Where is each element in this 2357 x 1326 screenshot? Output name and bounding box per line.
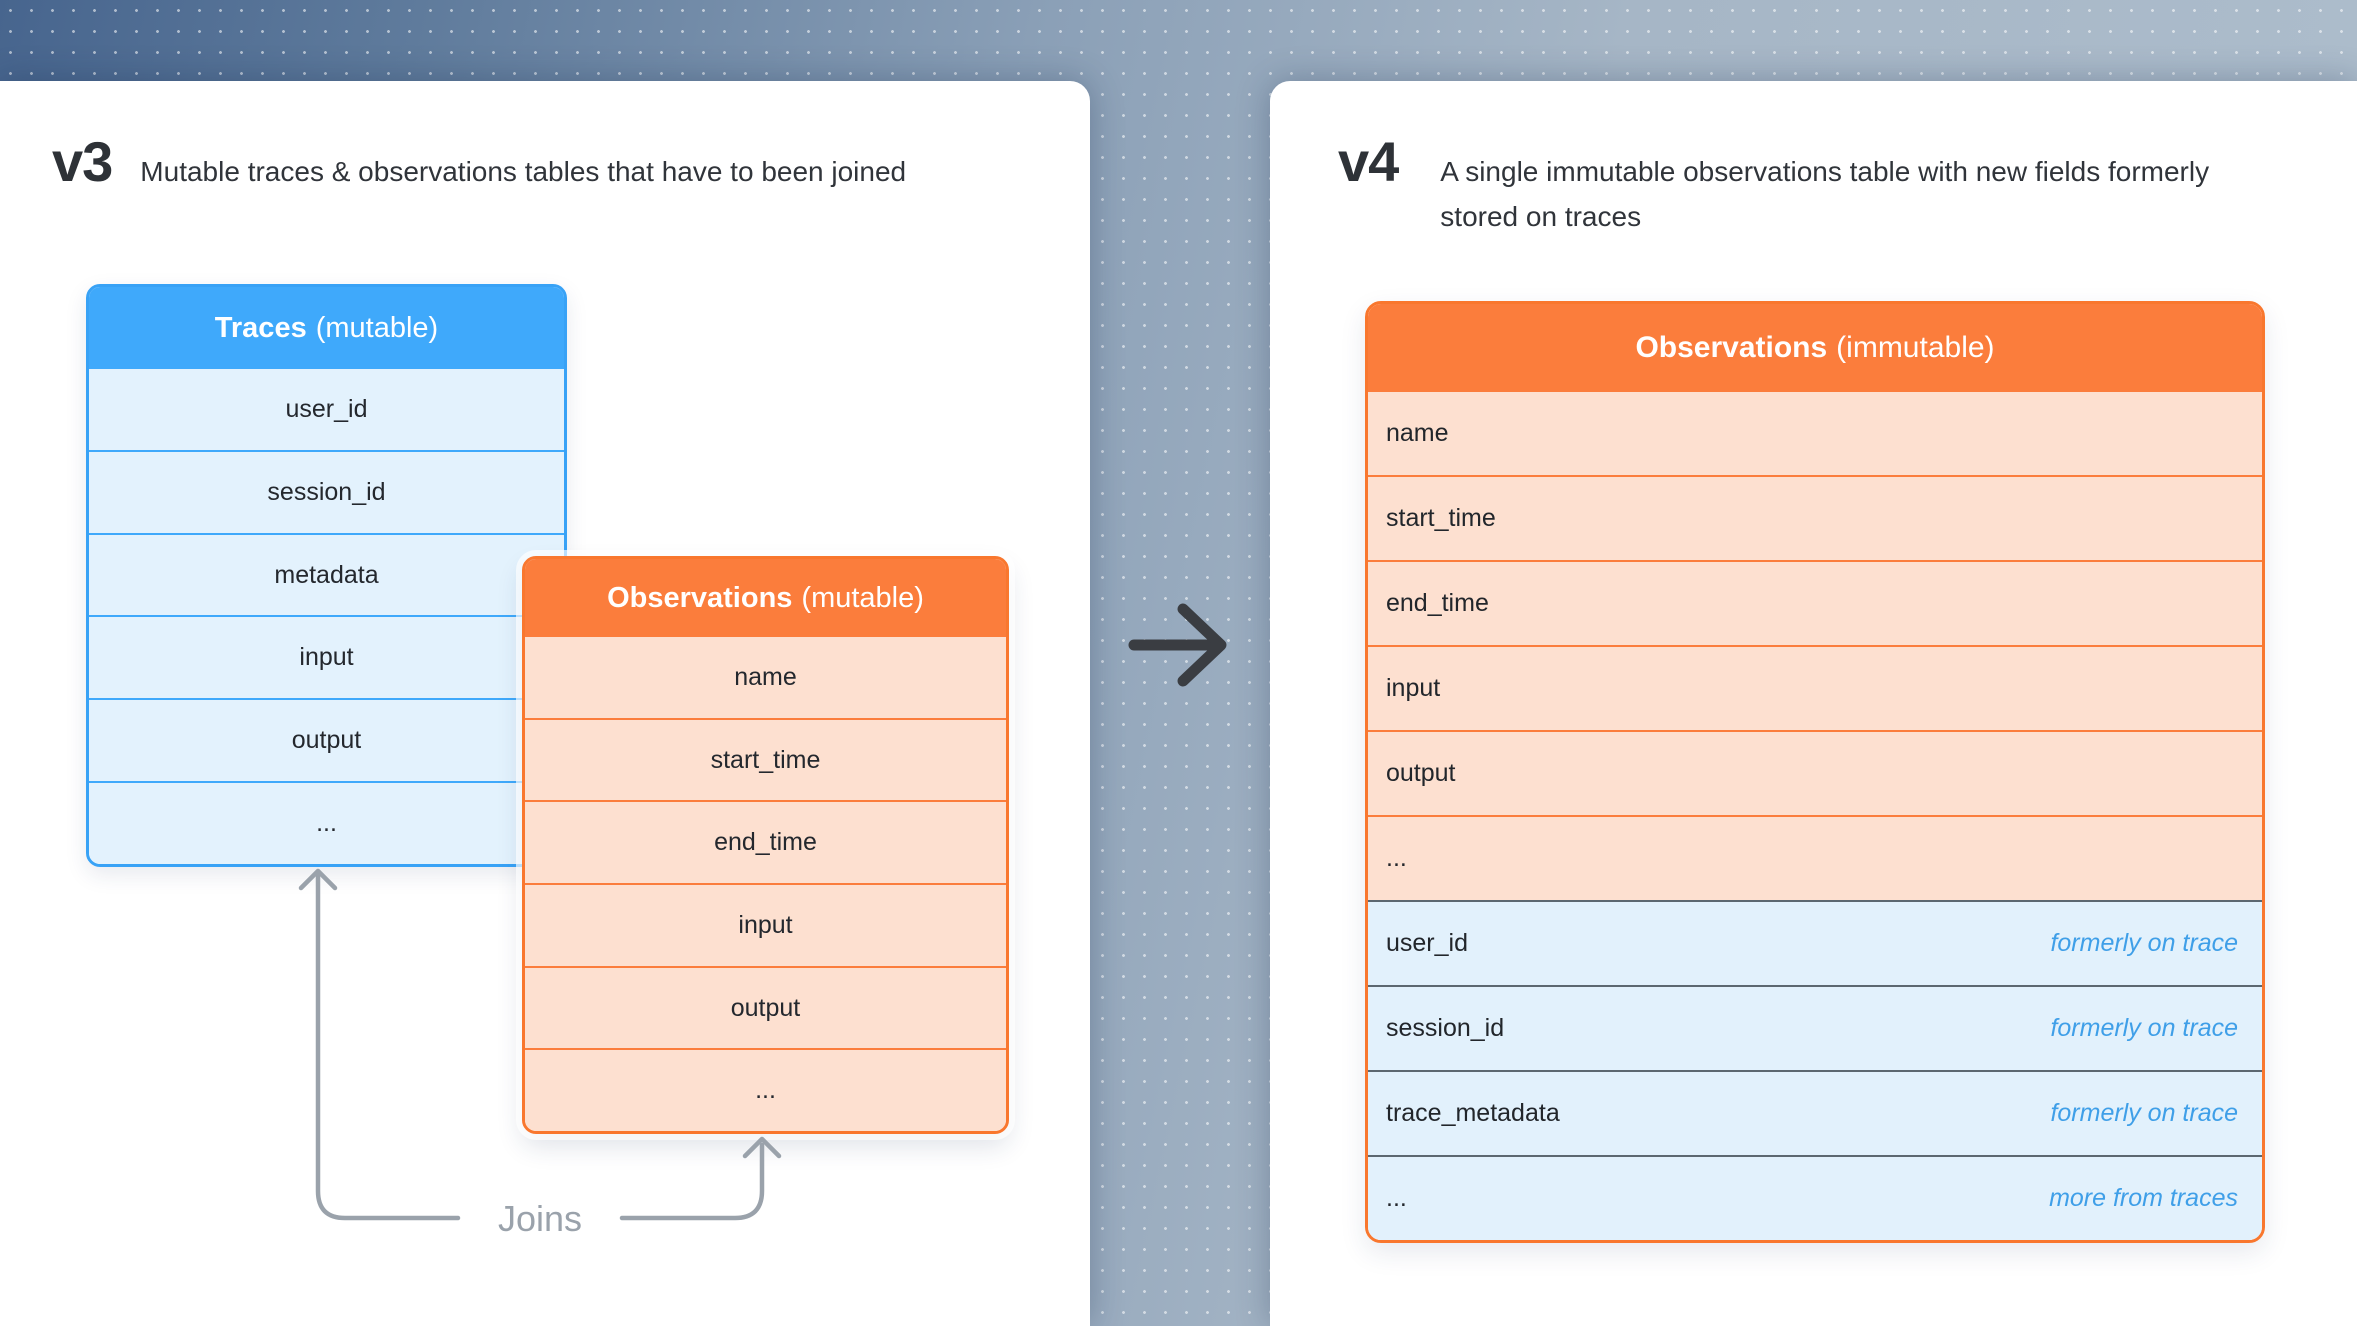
table-row: end_time: [525, 800, 1006, 883]
traces-table-header: [89, 287, 564, 369]
table-row: [1368, 1155, 2262, 1240]
table-row: [1368, 645, 2262, 730]
field-name: end_time: [1386, 589, 1489, 617]
observations-mutable-qualifier: (mutable): [801, 581, 924, 614]
field-note: formerly on trace: [2050, 1014, 2238, 1042]
table-row: session_id: [89, 450, 564, 533]
field-name: trace_metadata: [1386, 1099, 1560, 1127]
table-row: ...: [525, 1048, 1006, 1131]
v3-heading: v3: [52, 130, 113, 193]
table-row: [1368, 985, 2262, 1070]
joins-arrow-left-head: [301, 871, 335, 888]
field-name: user_id: [1386, 929, 1468, 957]
field-name: start_time: [1386, 504, 1496, 532]
joins-label: Joins: [497, 1198, 583, 1239]
traces-table-qualifier: (mutable): [315, 311, 439, 344]
observations-immutable-title: Observations: [1635, 331, 1828, 364]
table-row: output: [89, 698, 564, 781]
table-row: input: [525, 883, 1006, 966]
v4-title-row: [1338, 131, 2240, 240]
joins-arrow-right-head: [745, 1139, 779, 1156]
table-row: [1368, 475, 2262, 560]
table-row: start_time: [525, 718, 1006, 801]
table-row: [1368, 1070, 2262, 1155]
panel-v3: [0, 81, 1090, 1326]
transform-arrow-icon: [1128, 600, 1238, 690]
traces-table-title: Traces: [214, 311, 307, 344]
observations-mutable-rows: [525, 637, 1006, 1131]
observations-mutable-title: Observations: [607, 581, 793, 614]
joins-arrow-right-line: [622, 1145, 762, 1218]
field-name: ...: [1386, 1184, 1407, 1212]
table-row: [1368, 392, 2262, 475]
table-row: user_id: [89, 369, 564, 450]
observations-immutable-header: [1368, 304, 2262, 392]
observations-immutable-table: [1365, 301, 2265, 1243]
table-row: ...: [89, 781, 564, 864]
field-name: session_id: [1386, 1014, 1505, 1042]
table-row: metadata: [89, 533, 564, 616]
v3-title-row: [52, 131, 906, 195]
traces-table-rows: [89, 369, 564, 864]
field-note: formerly on trace: [2050, 1099, 2238, 1127]
table-row: [1368, 730, 2262, 815]
observations-immutable-rows: [1368, 392, 2262, 1240]
observations-mutable-table: [522, 556, 1009, 1134]
panel-v4: [1270, 81, 2357, 1326]
field-name: name: [1386, 419, 1449, 447]
traces-table: [86, 284, 567, 867]
v4-heading: v4: [1338, 130, 1399, 193]
table-row: [1368, 560, 2262, 645]
field-note: formerly on trace: [2050, 929, 2238, 957]
table-row: name: [525, 637, 1006, 718]
table-row: [1368, 900, 2262, 985]
table-row: input: [89, 615, 564, 698]
table-row: [1368, 815, 2262, 900]
joins-arrow-left-line: [318, 876, 458, 1218]
observations-immutable-qualifier: (immutable): [1836, 331, 1995, 364]
table-row: output: [525, 966, 1006, 1049]
v4-subtitle: A single immutable observations table with new fields formerly stored on traces: [1440, 156, 2210, 232]
observations-mutable-header: [525, 559, 1006, 637]
field-name: ...: [1386, 844, 1407, 872]
v3-subtitle: Mutable traces & observations tables that have to been joined: [140, 156, 907, 187]
field-name: input: [1386, 674, 1441, 702]
field-name: output: [1386, 759, 1456, 787]
field-note: more from traces: [2049, 1184, 2238, 1212]
